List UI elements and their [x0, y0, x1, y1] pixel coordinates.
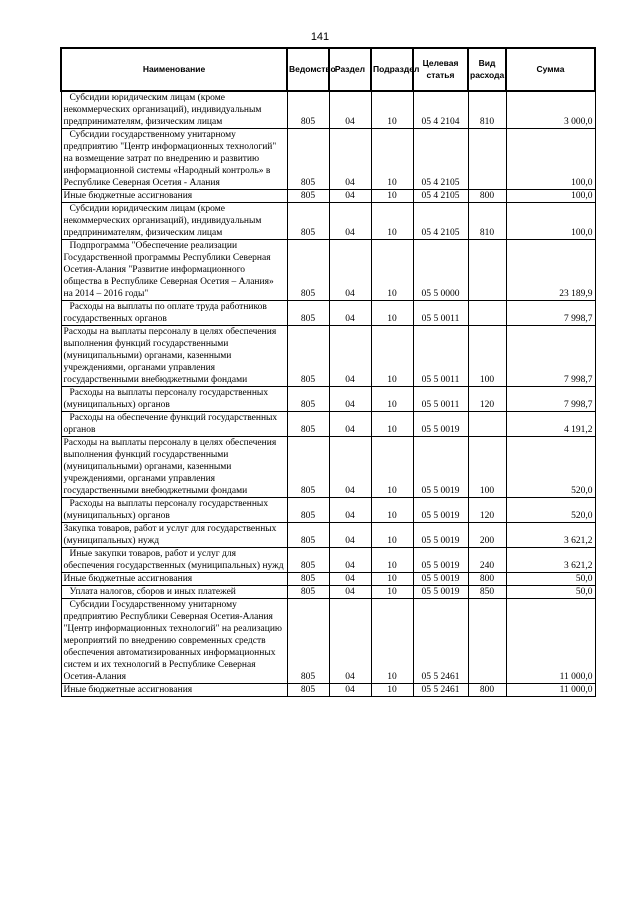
- header-sum: Сумма: [506, 48, 595, 91]
- table-row: [61, 548, 595, 573]
- cell-sum: 7 998,7: [506, 326, 595, 387]
- cell-section: 04: [329, 498, 371, 523]
- cell-article: 05 5 0019: [413, 573, 468, 586]
- cell-expense-type: 100: [468, 437, 506, 498]
- cell-expense-type: 200: [468, 523, 506, 548]
- cell-article: 05 5 0000: [413, 240, 468, 301]
- cell-sum: 100,0: [506, 203, 595, 240]
- cell-expense-type: 810: [468, 91, 506, 129]
- cell-article: 05 4 2105: [413, 203, 468, 240]
- cell-article: 05 5 0011: [413, 387, 468, 412]
- table-row: [61, 129, 595, 190]
- cell-article: 05 5 0011: [413, 301, 468, 326]
- table-row: [61, 301, 595, 326]
- table-body: [61, 91, 595, 697]
- cell-sum: 50,0: [506, 573, 595, 586]
- cell-name: Субсидии юридическим лицам (кроме некоммерческих организаций), индивидуальным предпринимателям, физическим лицам: [61, 203, 287, 240]
- cell-dept: 805: [287, 190, 329, 203]
- cell-expense-type: 800: [468, 190, 506, 203]
- cell-article: 05 4 2105: [413, 129, 468, 190]
- cell-subsection: 10: [371, 599, 413, 684]
- cell-section: 04: [329, 523, 371, 548]
- cell-name: Уплата налогов, сборов и иных платежей: [61, 586, 287, 599]
- cell-expense-type: 850: [468, 586, 506, 599]
- table-row: [61, 203, 595, 240]
- cell-dept: 805: [287, 203, 329, 240]
- header-expense-type: Вид расхода: [468, 48, 506, 91]
- budget-table: [60, 47, 596, 697]
- cell-dept: 805: [287, 91, 329, 129]
- cell-name: Расходы на выплаты персоналу государственных (муниципальных) органов: [61, 387, 287, 412]
- cell-dept: 805: [287, 437, 329, 498]
- cell-section: 04: [329, 437, 371, 498]
- cell-section: 04: [329, 586, 371, 599]
- cell-expense-type: 120: [468, 498, 506, 523]
- cell-dept: 805: [287, 301, 329, 326]
- cell-name: Субсидии государственному унитарному предприятию "Центр информационных технологий" на возмещение затрат по внедрению и развитию информационной системы «Народный контроль» в Республике Северная Осетия - Алания: [61, 129, 287, 190]
- cell-expense-type: [468, 412, 506, 437]
- cell-expense-type: 800: [468, 684, 506, 697]
- cell-sum: 3 000,0: [506, 91, 595, 129]
- table-row: [61, 91, 595, 129]
- header-section: Раздел: [329, 48, 371, 91]
- table-row: [61, 412, 595, 437]
- cell-section: 04: [329, 412, 371, 437]
- cell-article: 05 5 0019: [413, 586, 468, 599]
- cell-dept: 805: [287, 498, 329, 523]
- cell-subsection: 10: [371, 91, 413, 129]
- table-row: [61, 684, 595, 697]
- cell-name: Расходы на выплаты персоналу в целях обеспечения выполнения функций государственными (муниципальными) органами, казенными учреждениями, органами управления государственными внебюджетными фондами: [61, 437, 287, 498]
- cell-name: Закупка товаров, работ и услуг для государственных (муниципальных) нужд: [61, 523, 287, 548]
- cell-expense-type: 240: [468, 548, 506, 573]
- cell-subsection: 10: [371, 573, 413, 586]
- cell-article: 05 4 2105: [413, 190, 468, 203]
- cell-name: Иные бюджетные ассигнования: [61, 573, 287, 586]
- cell-expense-type: [468, 129, 506, 190]
- cell-dept: 805: [287, 412, 329, 437]
- table-row: [61, 437, 595, 498]
- cell-section: 04: [329, 684, 371, 697]
- cell-article: 05 5 0019: [413, 412, 468, 437]
- cell-section: 04: [329, 326, 371, 387]
- cell-section: 04: [329, 190, 371, 203]
- cell-section: 04: [329, 387, 371, 412]
- cell-name: Расходы на обеспечение функций государственных органов: [61, 412, 287, 437]
- cell-name: Иные бюджетные ассигнования: [61, 684, 287, 697]
- cell-article: 05 5 0011: [413, 326, 468, 387]
- cell-dept: 805: [287, 523, 329, 548]
- cell-subsection: 10: [371, 548, 413, 573]
- cell-subsection: 10: [371, 387, 413, 412]
- header-row: [61, 48, 595, 91]
- table-row: [61, 326, 595, 387]
- cell-sum: 100,0: [506, 190, 595, 203]
- cell-subsection: 10: [371, 240, 413, 301]
- table-row: [61, 523, 595, 548]
- cell-dept: 805: [287, 240, 329, 301]
- cell-name: Субсидии юридическим лицам (кроме некоммерческих организаций), индивидуальным предпринимателям, физическим лицам: [61, 91, 287, 129]
- cell-sum: 100,0: [506, 129, 595, 190]
- cell-expense-type: 120: [468, 387, 506, 412]
- cell-sum: 520,0: [506, 437, 595, 498]
- cell-sum: 11 000,0: [506, 599, 595, 684]
- cell-section: 04: [329, 301, 371, 326]
- cell-name: Иные закупки товаров, работ и услуг для обеспечения государственных (муниципальных) нужд: [61, 548, 287, 573]
- cell-section: 04: [329, 573, 371, 586]
- cell-name: Расходы на выплаты по оплате труда работников государственных органов: [61, 301, 287, 326]
- cell-subsection: 10: [371, 326, 413, 387]
- page-number: 141: [310, 31, 330, 43]
- cell-name: Расходы на выплаты персоналу государственных (муниципальных) органов: [61, 498, 287, 523]
- cell-expense-type: [468, 599, 506, 684]
- cell-name: Иные бюджетные ассигнования: [61, 190, 287, 203]
- cell-sum: 50,0: [506, 586, 595, 599]
- cell-section: 04: [329, 599, 371, 684]
- table-row: [61, 586, 595, 599]
- cell-article: 05 5 2461: [413, 599, 468, 684]
- cell-expense-type: 800: [468, 573, 506, 586]
- cell-name: Расходы на выплаты персоналу в целях обеспечения выполнения функций государственными (муниципальными) органами, казенными учреждениями, органами управления государственными внебюджетными фондами: [61, 326, 287, 387]
- cell-subsection: 10: [371, 190, 413, 203]
- cell-subsection: 10: [371, 129, 413, 190]
- cell-name: Субсидии Государственному унитарному предприятию Республики Северная Осетия-Алания "Центр информационных технологий" на реализацию мероприятий по внедрению современных средств обеспечения автоматизированных информационных систем и их технологий в Республике Северная Осетия-Алания: [61, 599, 287, 684]
- cell-expense-type: [468, 240, 506, 301]
- cell-dept: 805: [287, 586, 329, 599]
- cell-sum: 23 189,9: [506, 240, 595, 301]
- cell-subsection: 10: [371, 437, 413, 498]
- table-row: [61, 573, 595, 586]
- cell-sum: 4 191,2: [506, 412, 595, 437]
- cell-section: 04: [329, 548, 371, 573]
- cell-article: 05 5 0019: [413, 523, 468, 548]
- cell-article: 05 4 2104: [413, 91, 468, 129]
- cell-sum: 3 621,2: [506, 548, 595, 573]
- cell-expense-type: 100: [468, 326, 506, 387]
- cell-section: 04: [329, 203, 371, 240]
- cell-subsection: 10: [371, 412, 413, 437]
- cell-article: 05 5 0019: [413, 498, 468, 523]
- header-dept: Ведомство: [287, 48, 329, 91]
- cell-expense-type: 810: [468, 203, 506, 240]
- cell-sum: 520,0: [506, 498, 595, 523]
- cell-article: 05 5 2461: [413, 684, 468, 697]
- table-row: [61, 240, 595, 301]
- cell-dept: 805: [287, 684, 329, 697]
- cell-subsection: 10: [371, 301, 413, 326]
- cell-article: 05 5 0019: [413, 437, 468, 498]
- table-row: [61, 190, 595, 203]
- cell-dept: 805: [287, 573, 329, 586]
- cell-dept: 805: [287, 548, 329, 573]
- cell-dept: 805: [287, 387, 329, 412]
- table-row: [61, 498, 595, 523]
- table-row: [61, 387, 595, 412]
- cell-dept: 805: [287, 326, 329, 387]
- cell-subsection: 10: [371, 684, 413, 697]
- table-row: [61, 599, 595, 684]
- cell-article: 05 5 0019: [413, 548, 468, 573]
- cell-section: 04: [329, 91, 371, 129]
- cell-name: Подпрограмма "Обеспечение реализации Государственной программы Республики Северная Осетия-Алания "Развитие информационного общества в Республике Северная Осетия – Алания» на 2014 – 2016 годы": [61, 240, 287, 301]
- cell-sum: 3 621,2: [506, 523, 595, 548]
- cell-dept: 805: [287, 599, 329, 684]
- cell-sum: 7 998,7: [506, 301, 595, 326]
- header-name: Наименование: [61, 48, 287, 91]
- cell-subsection: 10: [371, 586, 413, 599]
- cell-subsection: 10: [371, 498, 413, 523]
- header-article: Целевая статья: [413, 48, 468, 91]
- cell-section: 04: [329, 240, 371, 301]
- cell-section: 04: [329, 129, 371, 190]
- cell-subsection: 10: [371, 203, 413, 240]
- header-subsection: Подраздел: [371, 48, 413, 91]
- cell-dept: 805: [287, 129, 329, 190]
- cell-expense-type: [468, 301, 506, 326]
- cell-sum: 7 998,7: [506, 387, 595, 412]
- cell-subsection: 10: [371, 523, 413, 548]
- cell-sum: 11 000,0: [506, 684, 595, 697]
